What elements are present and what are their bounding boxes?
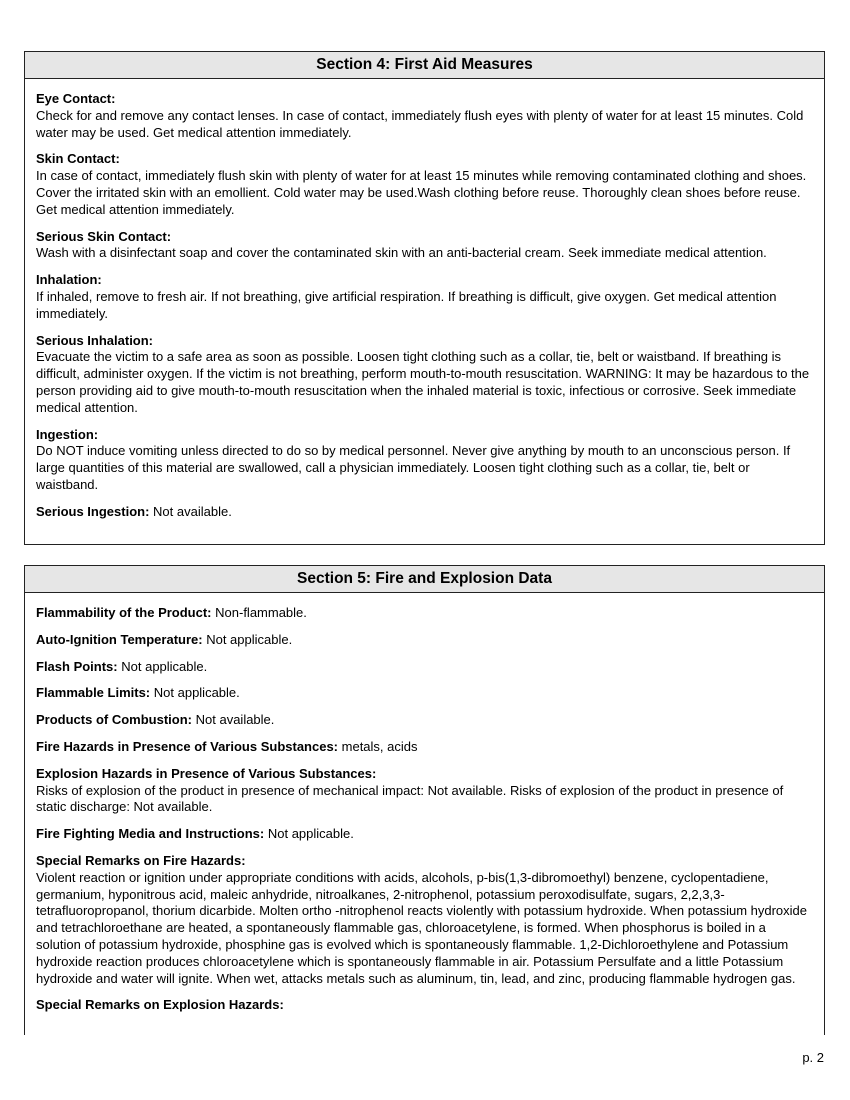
entry-text: Wash with a disinfectant soap and cover the contaminated skin with an anti-bacterial cream. Seek immediate medical attention. — [36, 245, 767, 261]
entry-label: Serious Ingestion: — [36, 503, 150, 519]
entry-text: Non-flammable. — [215, 605, 307, 620]
entry-label: Flammable Limits: — [36, 685, 151, 701]
skin-contact-entry — [36, 151, 813, 218]
entry-text: Not available. — [153, 503, 232, 519]
entry-text: Violent reaction or ignition under appropriate conditions with acids, alcohols, p-bis(1,3-dibromoethyl) benzene, cyclopentadiene, germanium, hyponitrous acid, maleic anhydride, nitroalkanes, 2-nitrophenol, potassium peroxodisulfate, sugars, 2,2,3,3-tetrafluoropropanol, thorium dicarbide. Molten ortho -nitrophenol reacts violently with potassium hydroxide. When potassium hydroxide and tetrachloroethane are heated, a spontaneously flammable gas, chloroacetylene, is formed. When phosphorus is boiled in a solution of potassium hydroxide, phosphine gas is evolved which is spontaneously flammable. 1,2-Dichloroethylene and Potassium hydroxide reaction produces chloroacetylene which is spontaneously flammable in air. Potassium Persulfate and a little Potassium hydroxide and water will ignite. When wet, attacks metals such as aluminum, tin, lead, and zinc, producing flammable hydrogen gas. — [36, 869, 808, 986]
section-4-body — [25, 79, 824, 521]
entry-text: Risks of explosion of the product in presence of mechanical impact: Not available. Risks of explosion of the product in presence of static discharge: Not available. — [36, 782, 784, 815]
auto-ignition-entry — [36, 632, 813, 649]
entry-text: Not applicable. — [206, 631, 293, 647]
entry-label: Skin Contact: — [36, 151, 120, 167]
section-4-title: Section 4: First Aid Measures — [25, 52, 824, 79]
entry-label: Auto-Ignition Temperature: — [36, 631, 203, 647]
entry-label: Flash Points: — [36, 658, 118, 674]
flammable-limits-entry — [36, 685, 813, 702]
entry-label: Special Remarks on Fire Hazards: — [36, 852, 246, 868]
flammability-entry — [36, 605, 813, 622]
entry-text: Evacuate the victim to a safe area as soon as possible. Loosen tight clothing such as a collar, tie, belt or waistband. If breathing is difficult, administer oxygen. If the victim is not breathing, perform mouth-to-mouth resuscitation. WARNING: It may be hazardous to the person providing aid to give mouth-to-mouth resuscitation when the inhaled material is toxic, infectious or corrosive. Seek immediate medical attention. — [36, 349, 810, 415]
explosion-hazards-entry — [36, 766, 813, 816]
entry-text: Check for and remove any contact lenses. In case of contact, immediately flush eyes with plenty of water for at least 15 minutes. Cold water may be used. Get medical attention immediately. — [36, 107, 804, 140]
entry-label: Explosion Hazards in Presence of Various Substances: — [36, 765, 377, 781]
serious-inhalation-entry — [36, 333, 813, 417]
entry-label: Eye Contact: — [36, 91, 116, 106]
entry-text: Not applicable. — [121, 658, 208, 674]
flash-points-entry — [36, 659, 813, 676]
entry-label: Serious Inhalation: — [36, 332, 154, 348]
special-fire-remarks-entry — [36, 853, 813, 987]
section-4-first-aid — [24, 51, 825, 545]
fire-fighting-entry — [36, 826, 813, 843]
entry-label: Products of Combustion: — [36, 712, 192, 728]
entry-label: Fire Fighting Media and Instructions: — [36, 826, 265, 842]
fire-hazards-entry — [36, 739, 813, 756]
entry-label: Fire Hazards in Presence of Various Substances: — [36, 738, 339, 754]
entry-label: Inhalation: — [36, 272, 102, 288]
special-explosion-remarks-entry — [36, 997, 813, 1014]
entry-label: Flammability of the Product: — [36, 605, 212, 620]
serious-ingestion-entry — [36, 504, 813, 521]
page-number: p. 2 — [802, 1050, 824, 1065]
entry-text: If inhaled, remove to fresh air. If not breathing, give artificial respiration. If breathing is difficult, give oxygen. Get medical attention immediately. — [36, 288, 777, 321]
entry-text: Not available. — [195, 712, 275, 728]
entry-text: metals, acids — [341, 738, 418, 754]
serious-skin-contact-entry — [36, 229, 813, 263]
entry-text: Do NOT induce vomiting unless directed to do so by medical personnel. Never give anything by mouth to an unconscious person. If large quantities of this material are swallowed, call a physician immediately. Loosen tight clothing such as a collar, tie, belt or waistband. — [36, 443, 791, 492]
products-of-combustion-entry — [36, 712, 813, 729]
entry-text: Not applicable. — [153, 685, 240, 701]
inhalation-entry — [36, 272, 813, 322]
eye-contact-entry — [36, 91, 813, 141]
ingestion-entry — [36, 427, 813, 494]
entry-label: Ingestion: — [36, 426, 99, 442]
entry-label: Serious Skin Contact: — [36, 228, 172, 244]
section-5-body — [25, 593, 824, 1014]
section-5-fire-explosion — [24, 565, 825, 1035]
entry-text: In case of contact, immediately flush skin with plenty of water for at least 15 minutes while removing contaminated clothing and shoes. Cover the irritated skin with an emollient. Cold water may be used.Wash clothing before reuse. Thoroughly clean shoes before reuse. Get medical attention immediately. — [36, 168, 807, 217]
entry-text: Not applicable. — [267, 826, 354, 842]
entry-label: Special Remarks on Explosion Hazards: — [36, 997, 284, 1013]
section-5-title: Section 5: Fire and Explosion Data — [25, 566, 824, 593]
